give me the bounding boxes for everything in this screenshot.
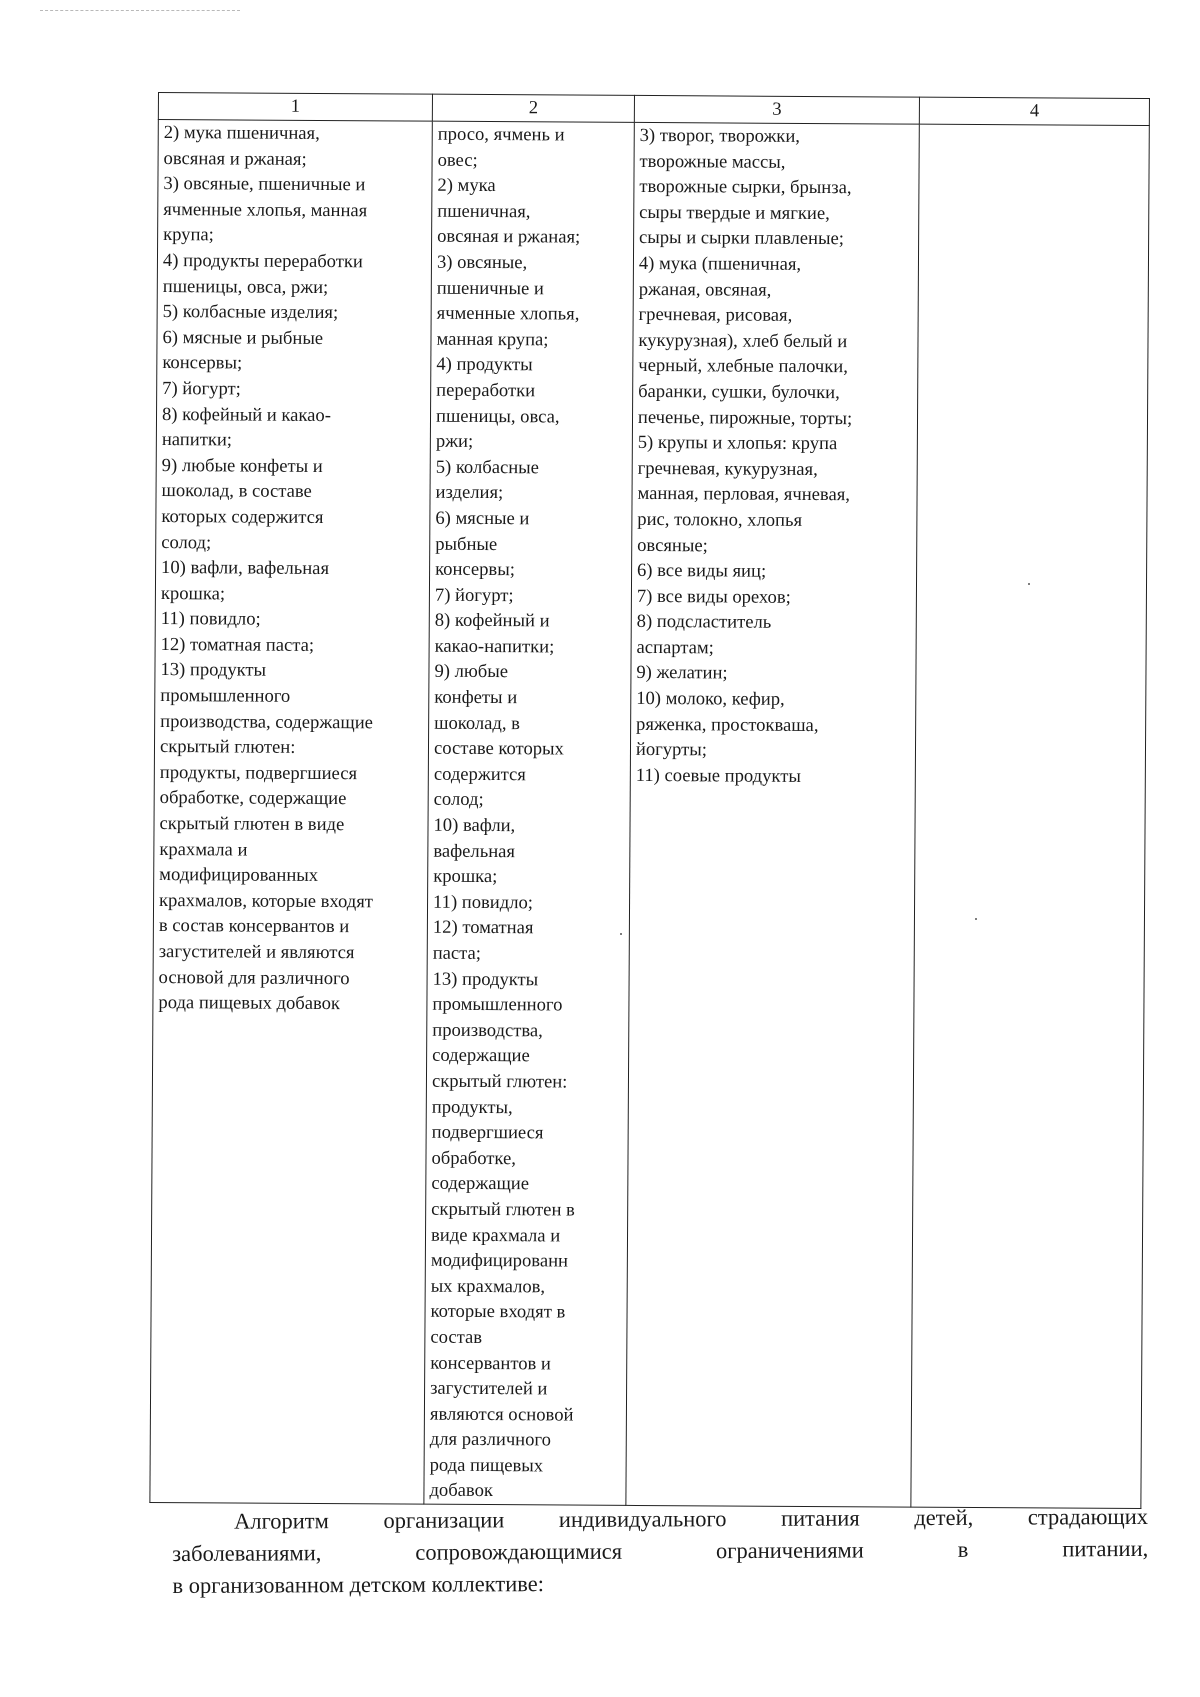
- cell-text-line: содержится: [433, 763, 526, 786]
- scan-speck: [975, 918, 977, 920]
- cell-text-line: овсяная и ржаная;: [163, 147, 307, 170]
- cell-text-line: скрытый глютен в виде: [159, 813, 345, 836]
- cell-text-line: овес;: [437, 149, 478, 171]
- paragraph-word: индивидуального: [558, 1506, 727, 1532]
- cell-text-line: рода пищевых добавок: [158, 992, 341, 1015]
- cell-text-line: 6) мясные и рыбные: [162, 326, 324, 349]
- cell-text-line: 6) все виды яиц;: [636, 560, 767, 582]
- cell-text-line: паста;: [432, 942, 482, 964]
- cell-text-line: кукурузная), хлеб белый и: [638, 329, 848, 352]
- column-header-2: 2: [432, 94, 634, 122]
- paragraph-word: питания: [780, 1505, 860, 1531]
- table-cell-col-3: [626, 122, 920, 1507]
- cell-text-line: конфеты и: [434, 686, 518, 709]
- cell-text-line: йогурты;: [635, 739, 707, 761]
- cell-text-line: манная крупа;: [436, 328, 549, 351]
- cell-text-line: 4) мука (пшеничная,: [638, 252, 802, 275]
- paragraph-word: детей,: [914, 1504, 974, 1531]
- cell-text-line: крошка;: [160, 582, 226, 605]
- cell-text-line: 11) повидло;: [433, 891, 534, 914]
- paragraph-word: питании,: [1062, 1535, 1149, 1562]
- cell-text-line: солод;: [161, 531, 212, 553]
- cell-text-line: рис, толокно, хлопья: [637, 508, 803, 531]
- cell-text-line: овсяные;: [637, 534, 708, 556]
- cell-text-line: 7) йогурт;: [162, 377, 241, 400]
- cell-text-line: напитки;: [161, 429, 233, 451]
- cell-text-line: манная, перловая, ячневая,: [637, 483, 851, 506]
- cell-text-line: виде крахмала и: [430, 1224, 561, 1247]
- cell-text-line: 8) кофейный и: [434, 609, 550, 632]
- cell-text-line: содержащие: [431, 1173, 530, 1195]
- cell-text-line: 3) творог, творожки,: [639, 124, 801, 147]
- paragraph-word: заболеваниями,: [172, 1540, 322, 1566]
- algorithm-paragraph: [172, 1501, 1148, 1602]
- cell-text-line: модифицированн: [430, 1249, 569, 1272]
- cell-text-line: 3) овсяные, пшеничные и: [163, 173, 366, 196]
- cell-text-line: 12) томатная паста;: [160, 633, 315, 656]
- cell-text-line: крошка;: [433, 865, 498, 888]
- cell-text-line: 5) колбасные изделия;: [162, 301, 339, 324]
- cell-text-line: 2) мука: [437, 174, 496, 197]
- cell-text-line: шоколад, в: [434, 712, 521, 734]
- cell-text-line: изделия;: [435, 482, 504, 504]
- cell-text-line: крупа;: [163, 224, 214, 246]
- cell-text-line: которые входят в: [430, 1301, 566, 1323]
- table-cell-col-4: [911, 124, 1149, 1508]
- cell-text-line: ржи;: [435, 430, 474, 453]
- cell-text-line: консервы;: [162, 352, 243, 374]
- cell-text-line: крахмала и: [159, 838, 248, 861]
- cell-text-line: рода пищевых: [429, 1454, 544, 1477]
- cell-text-line: рыбные: [435, 533, 498, 555]
- cell-text-line: составе которых: [433, 737, 564, 760]
- paragraph-word: страдающих: [1027, 1503, 1149, 1530]
- cell-text-line: скрытый глютен в: [431, 1198, 575, 1221]
- cell-text-line: 13) продукты: [432, 968, 539, 990]
- cell-text-line: ряженка, простокваша,: [636, 713, 819, 736]
- cell-text-line: пшеничная,: [437, 200, 531, 223]
- paragraph-word: ограничениями: [715, 1537, 864, 1564]
- cell-text-line: ржаная, овсяная,: [638, 278, 772, 301]
- cell-text-line: 4) продукты: [436, 354, 533, 376]
- cell-text-line: ячменные хлопья, манная: [163, 198, 368, 222]
- cell-text-line: пшеничные и: [436, 277, 544, 299]
- cell-text-line: скрытый глютен:: [159, 736, 296, 759]
- cell-text-line: 8) кофейный и какао-: [161, 403, 332, 426]
- cell-text-line: вафельная: [433, 840, 516, 862]
- cell-text-line: продукты,: [431, 1096, 513, 1118]
- cell-text-line: черный, хлебные палочки,: [638, 355, 848, 378]
- cell-text-line: промышленного: [160, 685, 291, 707]
- cell-text-line: модифицированных: [159, 864, 319, 887]
- paragraph-line-3: в организованном детском коллективе:: [172, 1571, 545, 1598]
- cell-text-line: 2) мука пшеничная,: [163, 122, 320, 144]
- cell-text-line: скрытый глютен:: [431, 1070, 568, 1093]
- cell-text-line: в состав консервантов и: [158, 915, 350, 938]
- paragraph-word: организации: [383, 1507, 505, 1533]
- cell-text-line: 4) продукты переработки: [162, 250, 363, 273]
- cell-text-line: сыры твердые и мягкие,: [639, 201, 830, 224]
- cell-text-line: консервы;: [435, 558, 515, 581]
- column-header-4: 4: [920, 97, 1150, 125]
- cell-text-line: 9) желатин;: [636, 662, 728, 684]
- cell-text-line: обработке, содержащие: [159, 787, 347, 810]
- cell-text-line: 7) все виды орехов;: [636, 585, 791, 608]
- cell-text-line: 8) подсластитель: [636, 611, 772, 634]
- cell-text-line: содержащие: [432, 1045, 530, 1067]
- cell-text-line: производства,: [432, 1019, 543, 1042]
- cell-text-line: пшеницы, овса, ржи;: [162, 275, 329, 298]
- paragraph-word: сопровождающимися: [415, 1538, 623, 1565]
- cell-text-line: промышленного: [432, 993, 563, 1016]
- cell-text-line: баранки, сушки, булочки,: [638, 380, 840, 404]
- cell-text-line: консервантов и: [430, 1352, 551, 1374]
- cell-text-line: 3) овсяные,: [436, 251, 528, 274]
- cell-text-line: гречневая, кукурузная,: [637, 457, 818, 480]
- paragraph-line-2: [172, 1533, 1148, 1570]
- cell-text-line: 11) повидло;: [160, 608, 261, 630]
- column-header-1: 1: [158, 93, 432, 122]
- paragraph-line-1: [172, 1501, 1148, 1538]
- cell-text-line: ячменные хлопья,: [436, 302, 580, 325]
- cell-text-line: 11) соевые продукты: [635, 764, 801, 787]
- scan-artifact: [40, 10, 240, 15]
- cell-text-line: крахмалов, которые входят: [158, 889, 373, 913]
- cell-text-line: гречневая, рисовая,: [638, 304, 793, 327]
- cell-text-line: пшеницы, овса,: [435, 405, 560, 427]
- cell-text-line: переработки: [436, 379, 536, 402]
- cell-text-line: аспартам;: [636, 636, 714, 659]
- cell-text-line: какао-напитки;: [434, 635, 555, 658]
- cell-text-line: загустителей и являются: [158, 941, 355, 964]
- cell-text-line: для различного: [429, 1428, 551, 1451]
- cell-text-line: добавок: [429, 1480, 493, 1502]
- cell-text-line: состав: [430, 1326, 483, 1348]
- cell-text-line: обработке,: [431, 1147, 516, 1169]
- cell-text-line: 13) продукты: [160, 659, 267, 682]
- scan-speck: [620, 933, 622, 935]
- table-row: [150, 120, 1149, 1509]
- table-cell-col-1: [150, 120, 432, 1505]
- cell-text-line: продукты, подвергшиеся: [159, 761, 358, 785]
- cell-text-line: 9) любые конфеты и: [161, 454, 323, 477]
- cell-text-line: 7) йогурт;: [434, 584, 514, 606]
- scan-speck: [1028, 583, 1030, 585]
- cell-text-line: ых крахмалов,: [430, 1275, 546, 1298]
- cell-text-line: 10) молоко, кефир,: [636, 687, 785, 710]
- cell-text-line: 12) томатная: [432, 917, 534, 939]
- cell-text-line: солод;: [433, 789, 484, 811]
- cell-text-line: загустителей и: [430, 1377, 548, 1400]
- restrictions-table: [149, 92, 1150, 1509]
- cell-text-line: являются основой: [429, 1403, 574, 1426]
- table-cell-col-2: [424, 121, 634, 1505]
- column-header-3: 3: [634, 95, 920, 124]
- cell-text-line: подвергшиеся: [431, 1121, 544, 1144]
- cell-text-line: 5) крупы и хлопья: крупа: [637, 432, 838, 455]
- cell-text-line: 6) мясные и: [435, 507, 530, 530]
- cell-text-line: 5) колбасные: [435, 456, 540, 479]
- cell-text-line: творожные сырки, брынза,: [639, 176, 852, 199]
- cell-text-line: 9) любые: [434, 661, 509, 683]
- cell-text-line: сыры и сырки плавленые;: [638, 227, 844, 250]
- cell-text-line: шоколад, в составе: [161, 480, 312, 503]
- paragraph-word: в: [957, 1536, 969, 1562]
- cell-text-line: просо, ячмень и: [437, 123, 565, 146]
- cell-text-line: 10) вафли,: [433, 814, 516, 837]
- cell-text-line: 10) вафли, вафельная: [161, 557, 330, 580]
- cell-text-line: производства, содержащие: [160, 710, 374, 733]
- cell-text-line: овсяная и ржаная;: [437, 226, 581, 248]
- cell-text-line: печенье, пирожные, торты;: [637, 406, 853, 429]
- cell-text-line: основой для различного: [158, 966, 350, 989]
- paragraph-word: Алгоритм: [234, 1508, 329, 1534]
- cell-text-line: творожные массы,: [639, 150, 786, 173]
- cell-text-line: которых содержится: [161, 505, 324, 528]
